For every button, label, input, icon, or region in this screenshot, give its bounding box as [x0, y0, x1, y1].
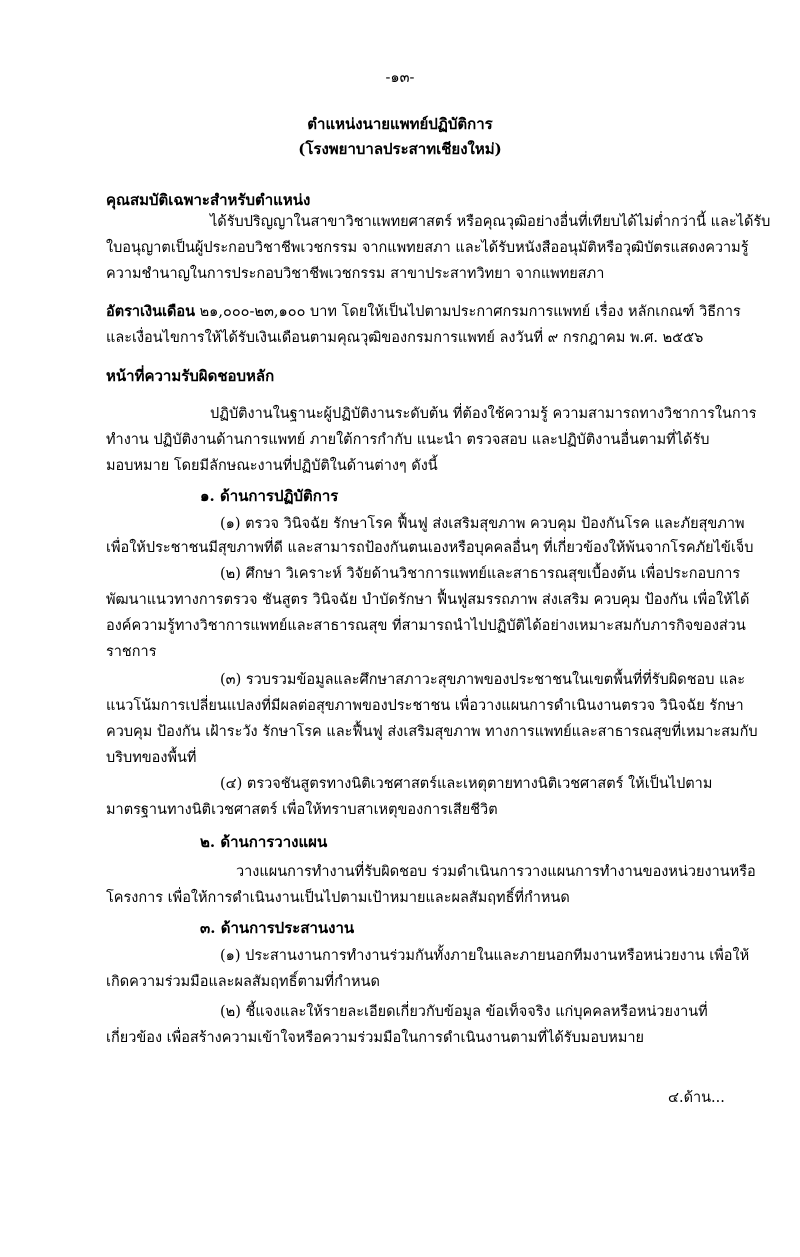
- document-subtitle: (โรงพยาบาลประสาทเชียงใหม่): [298, 140, 502, 158]
- duties-intro-line: ทำงาน ปฏิบัติงานด้านการแพทย์ ภายใต้การกำกับ แนะนำ ตรวจสอบ และปฏิบัติงานอื่นตามที่ได้รับ: [106, 432, 710, 448]
- section-text-line: ราชการ: [106, 644, 157, 660]
- section-text-line: โครงการ เพื่อให้การดำเนินงานเป็นไปตามเป้าหมายและผลสัมฤทธิ์ที่กำหนด: [106, 890, 570, 906]
- section-text-line: (๑) ประสานงานการทำงานร่วมกันทั้งภายในและภายนอกทีมงานหรือหน่วยงาน เพื่อให้: [220, 948, 750, 964]
- salary-line: และเงื่อนไขการให้ได้รับเงินเดือนตามคุณวุฒิของกรมการแพทย์ ลงวันที่ ๙ กรกฎาคม พ.ศ. ๒๕๕๖: [106, 330, 704, 346]
- section-text-line: (๒) ศึกษา วิเคราะห์ วิจัยด้านวิชาการแพทย์และสาธารณสุขเบื้องต้น เพื่อประกอบการ: [220, 566, 741, 582]
- section-text-line: (๔) ตรวจชันสูตรทางนิติเวชศาสตร์และเหตุตายทางนิติเวชศาสตร์ ให้เป็นไปตาม: [220, 776, 713, 792]
- salary-range: ๒๑,๐๐๐-๒๓,๑๐๐ บาท โดยให้เป็นไปตามประกาศกรมการแพทย์ เรื่อง หลักเกณฑ์ วิธีการ: [199, 304, 741, 320]
- document-title: ตำแหน่งนายแพทย์ปฏิบัติการ: [307, 115, 493, 133]
- duties-heading: หน้าที่ความรับผิดชอบหลัก: [106, 367, 275, 385]
- salary-label: อัตราเงินเดือน: [106, 303, 195, 320]
- section-text-line: (๒) ชี้แจงและให้รายละเอียดเกี่ยวกับข้อมูล ข้อเท็จจริง แก่บุคคลหรือหน่วยงานที่: [220, 1004, 708, 1020]
- section-text-line: (๑) ตรวจ วินิจฉัย รักษาโรค ฟื้นฟู ส่งเสริมสุขภาพ ควบคุม ป้องกันโรค และภัยสุขภาพ: [220, 516, 745, 532]
- duties-intro-line: มอบหมาย โดยมีลักษณะงานที่ปฏิบัติในด้านต่างๆ ดังนี้: [106, 458, 438, 474]
- section-text-line: บริบทของพื้นที่: [106, 750, 197, 766]
- duties-intro-line: ปฏิบัติงานในฐานะผู้ปฏิบัติงานระดับต้น ที่ต้องใช้ความรู้ ความสามารถทางวิชาการในการ: [210, 406, 757, 422]
- section-text-line: ควบคุม ป้องกัน เฝ้าระวัง รักษาโรค และฟื้นฟู ส่งเสริมสุขภาพ ทางการแพทย์และสาธารณสุขที่เหมาะสมกับ: [106, 724, 758, 740]
- section-heading: ๓. ด้านการประสานงาน: [200, 919, 355, 937]
- section-text-line: วางแผนการทำงานที่รับผิดชอบ ร่วมดำเนินการวางแผนการทำงานของหน่วยงานหรือ: [236, 864, 756, 880]
- section-text-line: เกี่ยวข้อง เพื่อสร้างความเข้าใจหรือความร่วมมือในการดำเนินงานตามที่ได้รับมอบหมาย: [106, 1030, 645, 1046]
- section-text-line: พัฒนาแนวทางการตรวจ ชันสูตร วินิจฉัย บำบัดรักษา ฟื้นฟูสมรรถภาพ ส่งเสริม ควบคุม ป้องกัน เพื่อให้ได้: [106, 592, 750, 608]
- section-text-line: แนวโน้มการเปลี่ยนแปลงที่มีผลต่อสุขภาพของประชาชน เพื่อวางแผนการดำเนินงานตรวจ วินิจฉัย รักษา: [106, 698, 744, 714]
- section-heading: ๒. ด้านการวางแผน: [200, 833, 328, 851]
- qualifications-line: ได้รับปริญญาในสาขาวิชาแพทยศาสตร์ หรือคุณวุฒิอย่างอื่นที่เทียบได้ไม่ต่ำกว่านี้ และได้รับ: [210, 214, 771, 230]
- continuation-marker: ๔.ด้าน...: [668, 1090, 725, 1106]
- section-text-line: องค์ความรู้ทางวิชาการแพทย์และสาธารณสุข ที่สามารถนำไปปฏิบัติได้อย่างเหมาะสมกับภารกิจของส่วน: [106, 618, 746, 634]
- section-text-line: เกิดความร่วมมือและผลสัมฤทธิ์ตามที่กำหนด: [106, 974, 380, 990]
- section-text-line: (๓) รวบรวมข้อมูลและศึกษาสภาวะสุขภาพของประชาชนในเขตพื้นที่ที่รับผิดชอบ และ: [220, 672, 746, 688]
- page-number: -๑๓-: [385, 70, 415, 86]
- qualifications-line: ความชำนาญในการประกอบวิชาชีพเวชกรรม สาขาประสาทวิทยา จากแพทยสภา: [106, 266, 605, 282]
- qualifications-line: ใบอนุญาตเป็นผู้ประกอบวิชาชีพเวชกรรม จากแพทยสภา และได้รับหนังสืออนุมัติหรือวุฒิบัตรแสดงความรู้: [106, 240, 749, 256]
- section-text-line: เพื่อให้ประชาชนมีสุขภาพที่ดี และสามารถป้องกันตนเองหรือบุคคลอื่นๆ ที่เกี่ยวข้องให้พ้นจากโรคภัยไข้เจ็บ: [106, 540, 754, 556]
- salary-line: [106, 300, 741, 323]
- section-text-line: มาตรฐานทางนิติเวชศาสตร์ เพื่อให้ทราบสาเหตุของการเสียชีวิต: [106, 802, 498, 818]
- section-heading: ๑. ด้านการปฏิบัติการ: [200, 487, 339, 505]
- qualifications-heading: คุณสมบัติเฉพาะสำหรับตำแหน่ง: [106, 191, 311, 209]
